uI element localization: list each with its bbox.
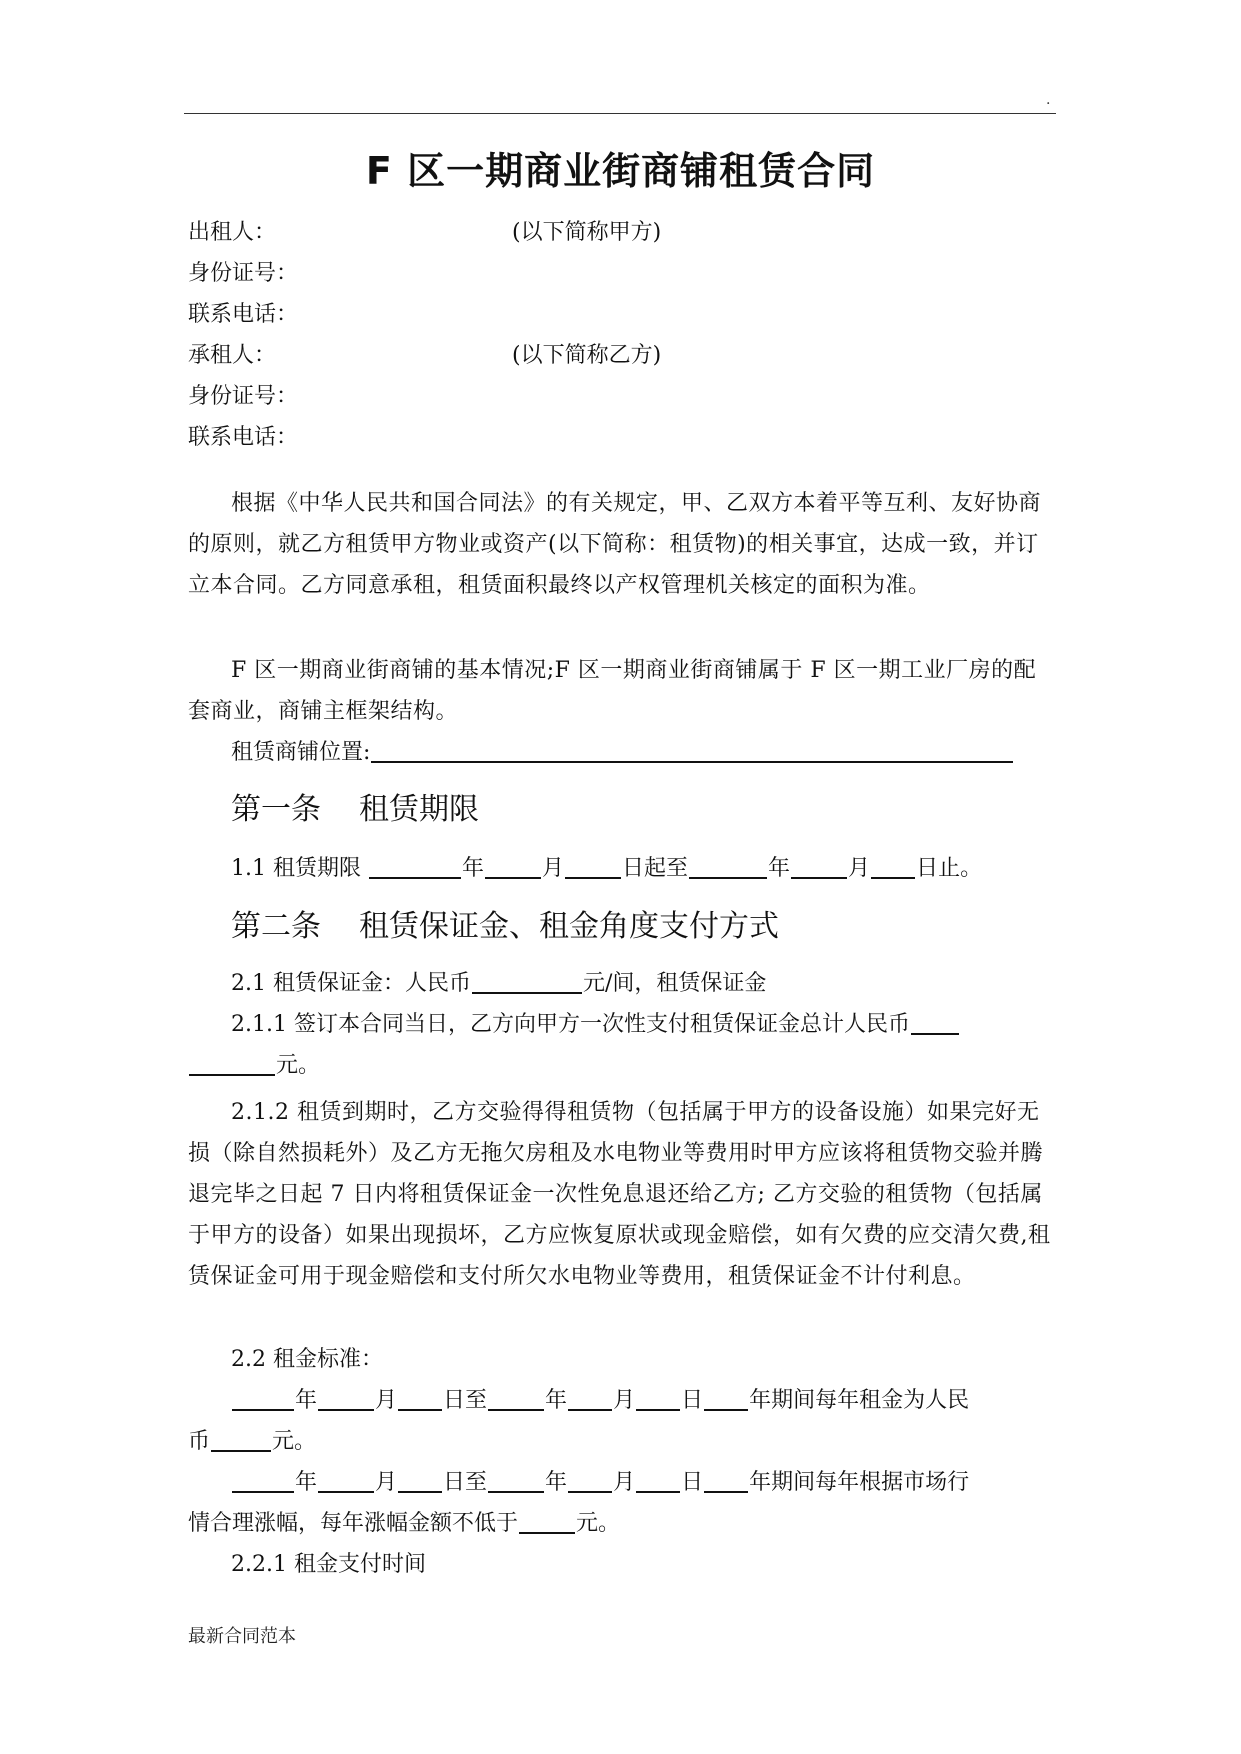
article1-title: 租赁期限 [359, 792, 479, 827]
footer: 最新合同范本 [188, 1626, 296, 1647]
article2-num: 第二条 [231, 909, 321, 944]
article2-title: 租赁保证金、租金角度支付方式 [359, 909, 779, 944]
lessor-phone-label: 联系电话： [188, 302, 299, 327]
p1-year2-unit: 年 [545, 1388, 568, 1413]
p2-day2-unit: 日 [681, 1470, 704, 1495]
lessor-id-label: 身份证号： [188, 261, 299, 286]
p2-year2-unit: 年 [545, 1470, 568, 1495]
p2-term-blank [704, 1469, 748, 1493]
intro-paragraph [188, 483, 1054, 606]
clause-2-1-1-suffix: 元。 [276, 1053, 321, 1078]
lessee-note: (以下简称乙方) [512, 343, 662, 368]
clause-2-1 [231, 963, 766, 1004]
article1-heading [231, 788, 479, 832]
lessor-label: 出租人： [188, 220, 277, 245]
deposit-amount-blank [472, 970, 582, 994]
p1-yuan: 元。 [272, 1429, 317, 1454]
article2-heading [231, 905, 779, 949]
p2-month2-blank [568, 1469, 612, 1493]
lessor-note: (以下简称甲方) [512, 220, 662, 245]
lessee-label: 承租人： [188, 343, 277, 368]
lessor-line [188, 212, 276, 253]
intro-text: 根据《中华人民共和国合同法》的有关规定，甲、乙双方本着平等互利、友好协商的原则，就乙方租赁甲方物业或资产(以下简称：租赁物)的相关事宜，达成一致，并订立本合同。乙方同意承租，租赁面积最终以产权管理机关核定的面积为准。 [188, 491, 1042, 598]
clause-2-1-suffix: 元/间，租赁保证金 [582, 971, 767, 996]
deposit-total-blank-1 [911, 1011, 959, 1035]
start-day-blank [565, 855, 621, 879]
p1-day2-unit: 日 [681, 1388, 704, 1413]
p1-cont: 币 [188, 1429, 211, 1454]
unit-year-2: 年 [768, 856, 791, 881]
p2-year-unit: 年 [295, 1470, 318, 1495]
lessee-id-label: 身份证号： [188, 384, 299, 409]
start-month-blank [485, 855, 541, 879]
clause-2-1-1-cont [188, 1045, 320, 1086]
clause-1-1 [231, 848, 982, 889]
lessee-line [188, 335, 276, 376]
p1-term-blank [704, 1387, 748, 1411]
rent-period-1-cont [188, 1421, 316, 1462]
clause-2-2-1: 2.2.1 租金支付时间 [231, 1552, 426, 1577]
p1-day2-blank [636, 1387, 680, 1411]
p1-day-to: 日至 [443, 1388, 488, 1413]
rent-period-2-cont [188, 1503, 620, 1544]
clause-2-1-1 [231, 1004, 960, 1045]
clause-2-2: 2.2 租金标准： [231, 1347, 383, 1372]
p2-year-blank [232, 1469, 294, 1493]
unit-month: 月 [542, 856, 565, 881]
p2-day2-blank [636, 1469, 680, 1493]
p1-amount-blank [211, 1428, 271, 1452]
end-month-blank [791, 855, 847, 879]
p2-day-blank [398, 1469, 442, 1493]
clause-2-1-2-text: 2.1.2 租赁到期时，乙方交验得得租赁物（包括属于甲方的设备设施）如果完好无损（除自然损耗外）及乙方无拖欠房租及水电物业等费用时甲方应该将租赁物交验并腾退完毕之日起 7 日内将租赁保证金一次性免息退还给乙方; 乙方交验的租赁物（包括属于甲方的设备）如果出现损坏，乙方应恢复原状或现金赔偿，如有欠费的应交清欠费,租赁保证金可用于现金赔偿和支付所欠水电物业等费用，租赁保证金不计付利息。 [188, 1100, 1051, 1289]
basic-info-text: F 区一期商业街商铺的基本情况;F 区一期商业街商铺属于 F 区一期工业厂房的配套商业，商铺主框架结构。 [188, 658, 1037, 724]
p2-yuan: 元。 [576, 1511, 621, 1536]
p1-month-blank [318, 1387, 374, 1411]
header-dot: . [1046, 92, 1051, 108]
unit-month-2: 月 [848, 856, 871, 881]
location-blank [371, 739, 1013, 763]
clause-2-1-1-prefix: 2.1.1 签订本合同当日，乙方向甲方一次性支付租赁保证金总计人民币 [231, 1012, 910, 1037]
p2-cont: 情合理涨幅，每年涨幅金额不低于 [188, 1511, 519, 1536]
location-line [231, 732, 1014, 773]
end-day-blank [871, 855, 915, 879]
p1-month2-unit: 月 [613, 1388, 636, 1413]
p2-month-blank [318, 1469, 374, 1493]
p1-day-blank [398, 1387, 442, 1411]
p1-year2-blank [488, 1387, 544, 1411]
clause-1-1-prefix: 1.1 租赁期限 [231, 856, 361, 881]
p2-amount-blank [519, 1510, 575, 1534]
clause-2-1-prefix: 2.1 租赁保证金：人民币 [231, 971, 471, 996]
start-year-blank [369, 855, 461, 879]
unit-year: 年 [461, 856, 484, 881]
rent-period-1 [231, 1380, 969, 1421]
p1-year-unit: 年 [295, 1388, 318, 1413]
p1-month-unit: 月 [375, 1388, 398, 1413]
deposit-total-blank-2 [189, 1052, 275, 1076]
location-label: 租赁商铺位置: [231, 740, 371, 765]
p1-year-blank [232, 1387, 294, 1411]
page-title: F 区一期商业街商铺租赁合同 [365, 149, 876, 193]
p2-month-unit: 月 [375, 1470, 398, 1495]
rent-period-2 [231, 1462, 969, 1503]
unit-day-from: 日起至 [622, 856, 689, 881]
header-rule [184, 113, 1056, 114]
p2-year2-blank [488, 1469, 544, 1493]
p2-suffix: 年期间每年根据市场行 [749, 1470, 970, 1495]
p1-suffix: 年期间每年租金为人民 [749, 1388, 970, 1413]
lessee-phone-label: 联系电话： [188, 425, 299, 450]
end-year-blank [689, 855, 767, 879]
article1-num: 第一条 [231, 792, 321, 827]
clause-2-1-2-paragraph [188, 1092, 1054, 1297]
unit-day-end: 日止。 [916, 856, 983, 881]
p2-day-to: 日至 [443, 1470, 488, 1495]
p1-month2-blank [568, 1387, 612, 1411]
basic-info-paragraph [188, 650, 1054, 732]
p2-month2-unit: 月 [613, 1470, 636, 1495]
